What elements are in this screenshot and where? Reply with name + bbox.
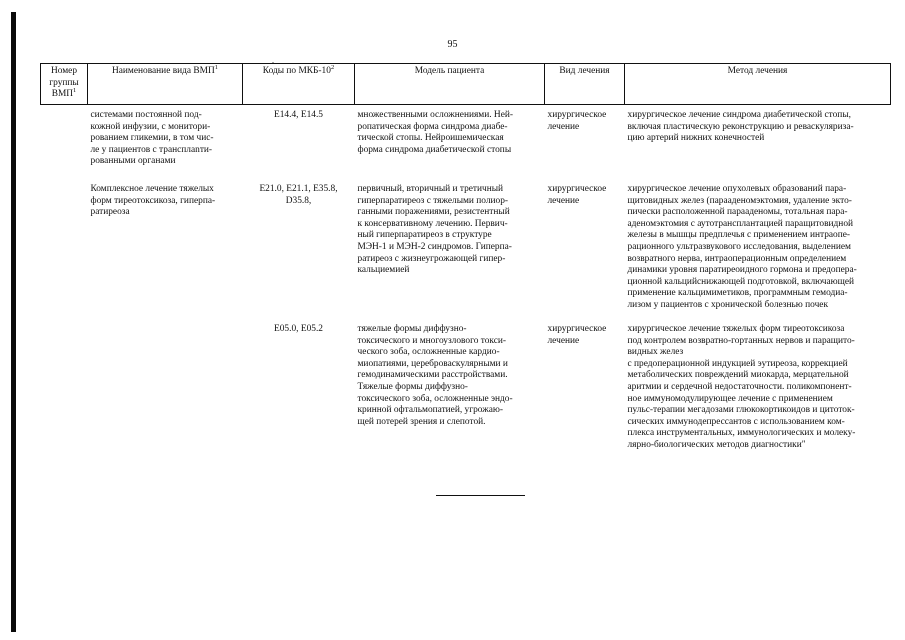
cell-model: множественными осложнениями. Ней- ропатическая форма синдрома диабе- тической стопы. Нейроишемическая форма синдрома диабетической стопы <box>357 110 513 155</box>
cell-model: тяжелые формы диффузно- токсического и многоузлового токси- ческого зоба, осложненные кардио- миопатиями, цереброваскулярными и гемодинамическими расстройствами. Тяжелые формы диффузно- токсического зоба, осложненные эндо- кринной офтальмопатией, угрожаю- щей потерей зрения и слепотой. <box>357 324 513 427</box>
cell-group <box>41 184 88 324</box>
header-group: Номер группы ВМП$^1$ <box>41 64 88 105</box>
cell-codes: E21.0, E21.1, E35.8, D35.8, <box>259 184 338 206</box>
cell-codes: E14.4, E14.5 <box>274 110 323 120</box>
cell-method: хирургическое лечение тяжелых форм тиреотоксикоза под контролем возвратно-гортанных нервов и паращито- видных желез с предоперационной индукцией эутиреоза, коррекцией метаболических повреждений миокарда, мерцательной аритмии и сердечной недостаточности. поликомпонент- ное иммуномодулирующее лечение с применением пульс-терапии мегадозами глюкокортикоидов и цитоток- сических иммунодепрессантов с использованием ком- плекса инструментальных, иммунологических и молеку- лярно-биологических методов диагностики" <box>627 324 856 450</box>
end-of-section-rule <box>436 495 525 496</box>
header-model: Модель пациента <box>355 64 545 105</box>
cell-name <box>88 324 243 452</box>
cell-method: хирургическое лечение синдрома диабетической стопы, включая пластическую реконструкцию и реваскуляриза- цию артерий нижних конечностей <box>627 110 854 144</box>
header-method: Метод лечения <box>625 64 891 105</box>
header-codes: Коды по МКБ-$10^2$ <box>243 64 355 105</box>
cell-name: Комплексное лечение тяжелых форм тиреотоксикоза, гиперпа- ратиреоза <box>90 184 216 218</box>
cell-model: первичный, вторичный и третичный гиперпаратиреоз с тяжелыми полиор- ганными поражениями, резистентный к консервативному лечению. Первич- ный гиперпаратиреоз в структуре МЭН-1 и МЭН-2 синдромов. Гиперпа- ратиреоз с жизнеугрожающей гипер- кальциемией <box>357 184 512 276</box>
stray-mark: . <box>272 56 274 65</box>
cell-type: хирургическое лечение <box>547 110 607 132</box>
cell-type: хирургическое лечение <box>547 184 607 206</box>
table-header-row <box>41 64 891 105</box>
cell-method: хирургическое лечение опухолевых образований пара- щитовидных желез (парааденомэктомия, удаление экто- пически расположенной парааденомы, тотальная пара- аденомэктомия с аутотрансплантацией паращитовидной железы в мышцы предплечья с применением интраопе- рационного ультразвукового исследования, выделением возвратного нерва, интраоперационным определением динамики уровня паратиреоидного гормона и предопера- ционной кальцийснижающей подготовкой, включающей применение кальцимиметиков, программным гемодиа- лизом у пациентов с хронической болезнью почек <box>627 184 857 310</box>
header-name: Наименование вида ВМП$^1$ <box>88 64 243 105</box>
cell-name: системами постоянной под- кожной инфузии, с монитори- рованием гликемии, в том чис- ле у пациентов с трансплanти- рованными органами <box>90 110 214 167</box>
table-row <box>41 324 891 452</box>
cell-group <box>41 105 88 185</box>
cell-type: хирургическое лечение <box>547 324 607 346</box>
binding-edge-line <box>11 12 16 632</box>
page-number: 95 <box>447 39 458 50</box>
table-row <box>41 184 891 324</box>
cell-codes: E05.0, E05.2 <box>274 324 323 334</box>
header-type: Вид лечения <box>545 64 625 105</box>
table-row <box>41 105 891 185</box>
cell-group <box>41 324 88 452</box>
vmp-table <box>40 63 891 452</box>
